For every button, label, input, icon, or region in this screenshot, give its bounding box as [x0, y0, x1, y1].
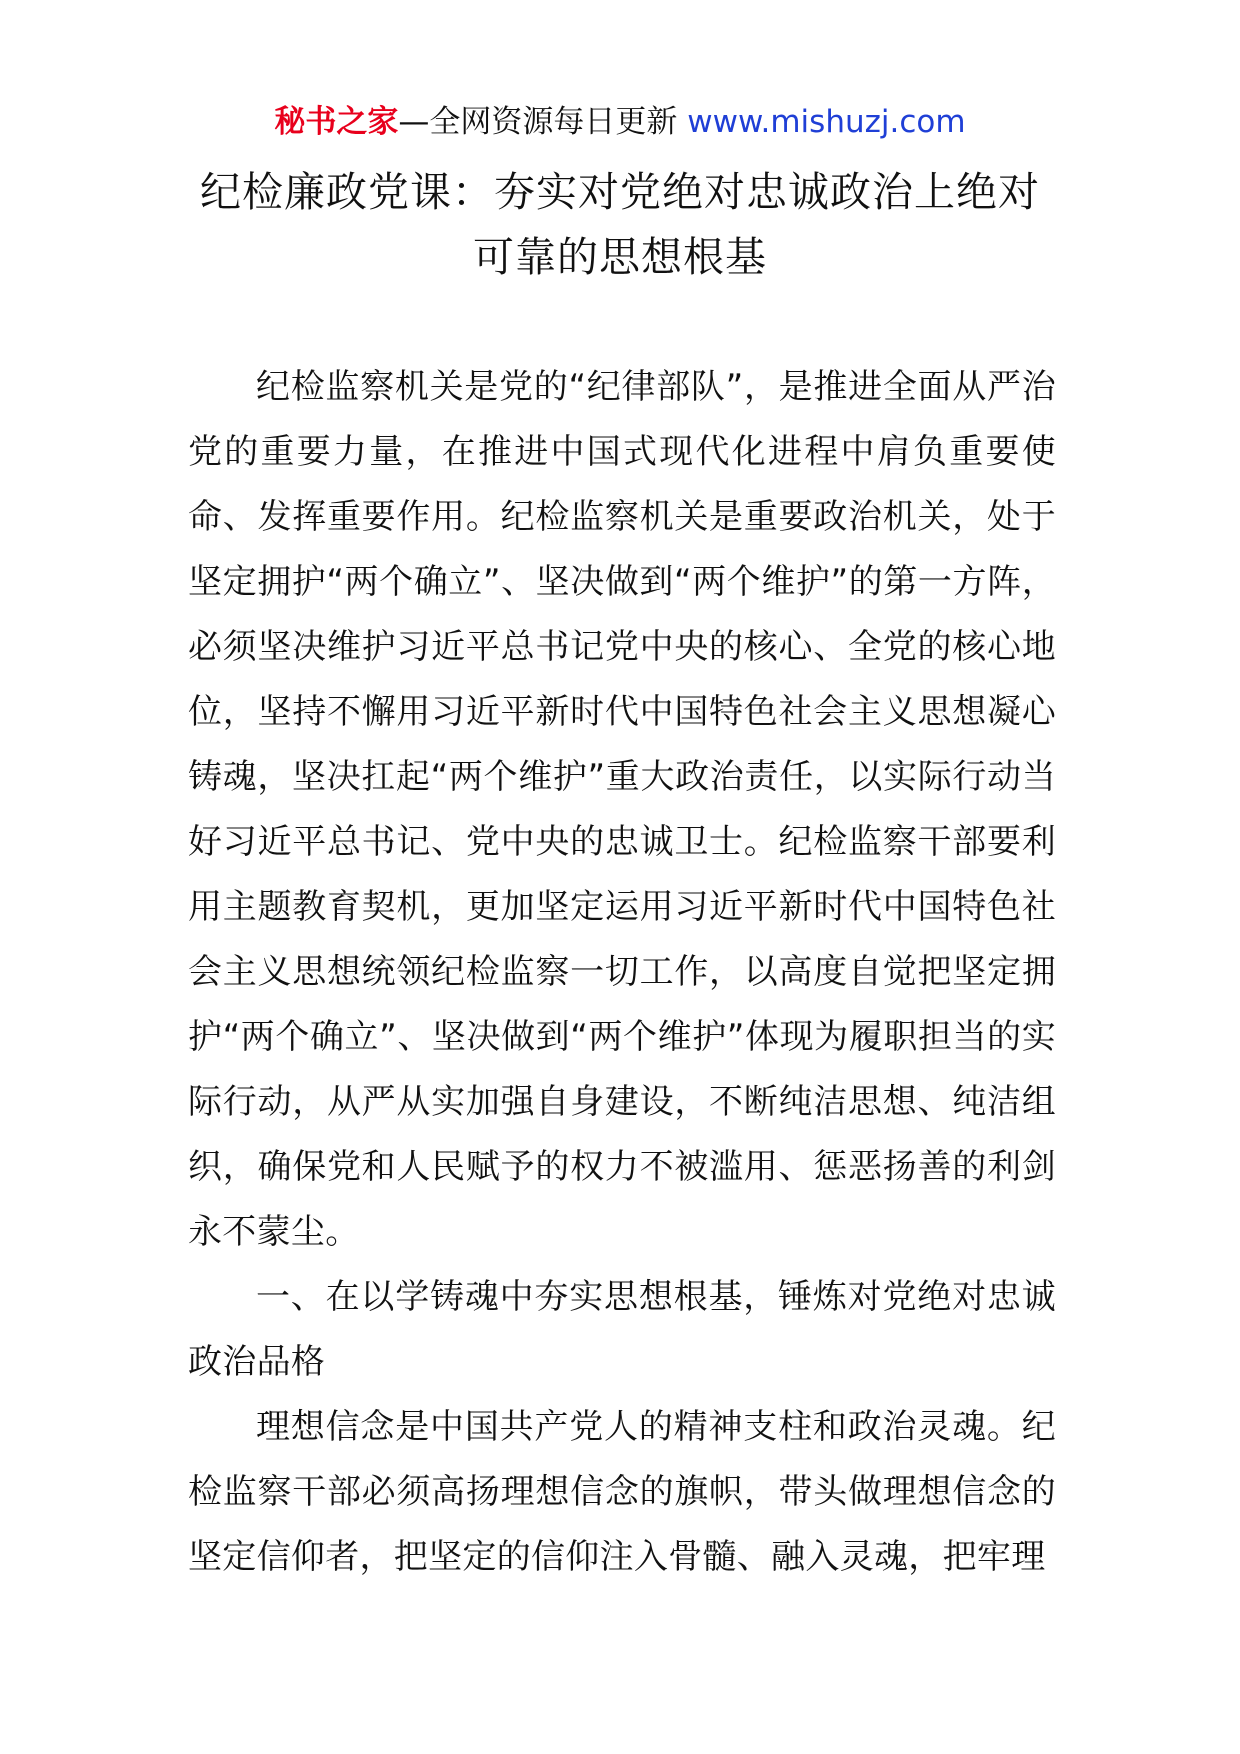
site-url-link[interactable]: www.mishuzj.com: [687, 104, 966, 140]
header-tagline: —全网资源每日更新: [398, 104, 678, 140]
paragraph-section-1: 理想信念是中国共产党人的精神支柱和政治灵魂。纪检监察干部必须高扬理想信念的旗帜，带头做理想信念的坚定信仰者，把坚定的信仰注入骨髓、融入灵魂，把牢理: [188, 1407, 1056, 1577]
site-header: [0, 100, 1240, 144]
brand-name: 秘书之家: [274, 104, 399, 140]
section-heading-1: 一、在以学铸魂中夯实思想根基，锤炼对党绝对忠诚政治品格: [188, 1277, 1056, 1382]
document-title: [150, 160, 1090, 290]
title-line-1: 纪检廉政党课：夯实对党绝对忠诚政治上绝对: [200, 168, 1040, 216]
document-body: [188, 355, 1056, 1590]
paragraph-intro: 纪检监察机关是党的“纪律部队”，是推进全面从严治党的重要力量，在推进中国式现代化进程中肩负重要使命、发挥重要作用。纪检监察机关是重要政治机关，处于坚定拥护“两个确立”、坚决做到“两个维护”的第一方阵，必须坚决维护习近平总书记党中央的核心、全党的核心地位，坚持不懈用习近平新时代中国特色社会主义思想凝心铸魂，坚决扛起“两个维护”重大政治责任，以实际行动当好习近平总书记、党中央的忠诚卫士。纪检监察干部要利用主题教育契机，更加坚定运用习近平新时代中国特色社会主义思想统领纪检监察一切工作，以高度自觉把坚定拥护“两个确立”、坚决做到“两个维护”体现为履职担当的实际行动，从严从实加强自身建设，不断纯洁思想、纯洁组织，确保党和人民赋予的权力不被滥用、惩恶扬善的利剑永不蒙尘。: [188, 367, 1056, 1252]
title-line-2: 可靠的思想根基: [473, 233, 767, 281]
